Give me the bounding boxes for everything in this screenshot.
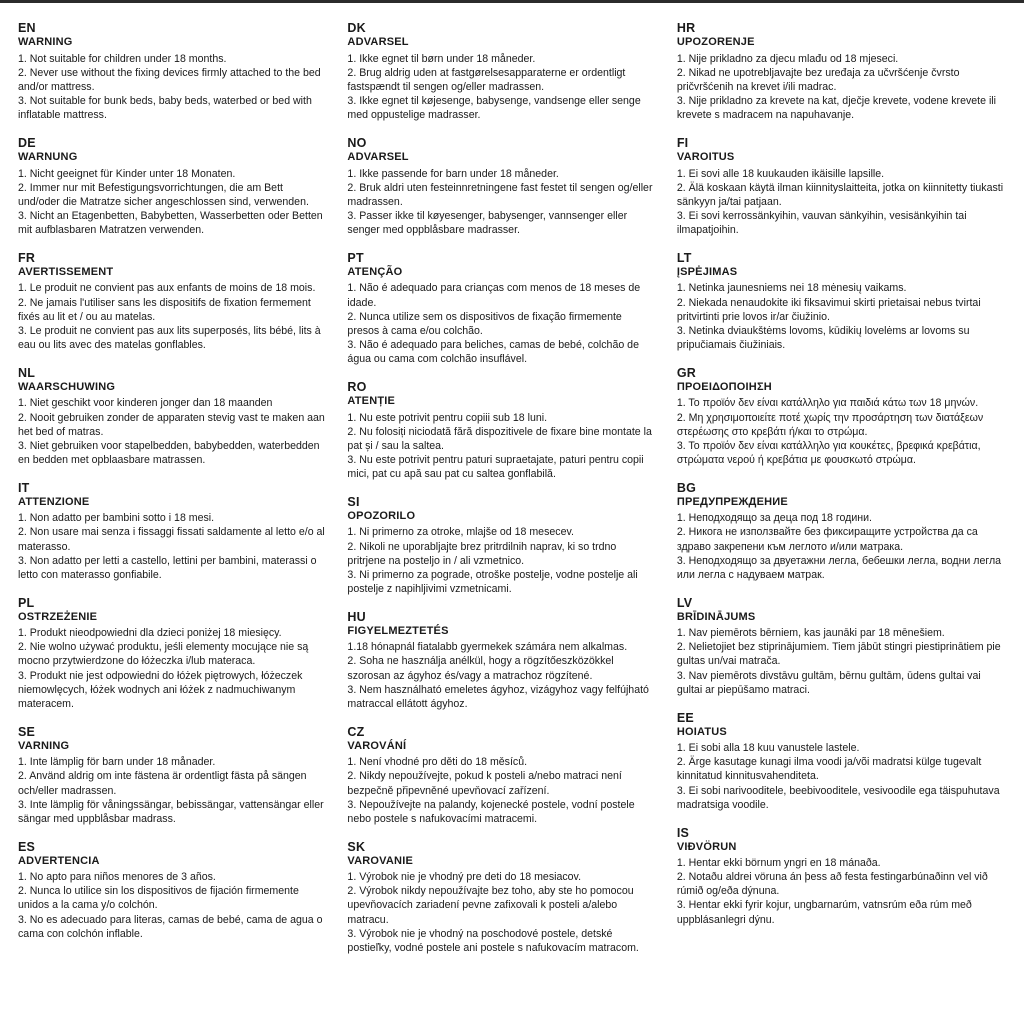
warning-item: 2. Immer nur mit Befestigungsvorrichtungen, die am Bett und/oder die Matratze sicher angeschlossen sind, verwenden. <box>18 181 309 208</box>
column-2 <box>347 21 676 969</box>
language-block-pl <box>18 596 325 711</box>
warning-item: 3. Nav piemērots divstāvu gultām, bērnu gultām, ūdens gultai vai gultai ar piepūšamo matraci. <box>676 669 981 696</box>
warning-item: 1. Netinka jaunesniems nei 18 mėnesių vaikams. <box>676 282 907 295</box>
warning-heading: ATTENZIONE <box>18 496 90 509</box>
warning-item: 1. Το προϊόν δεν είναι κατάλληλο για παιδιά κάτω των 18 μηνών. <box>676 397 979 410</box>
warning-items <box>18 626 325 710</box>
language-code: HR <box>676 21 696 35</box>
warning-item: 2. Μη χρησιμοποιείτε ποτέ χωρίς την προσάρτηση των διατάξεων στερέωσης στο κρεβάτι ή/και το στρώμα. <box>676 411 984 438</box>
warning-item: 3. Inte lämplig för våningssängar, bebissängar, vattensängar eller sängar med uppblåsbar madrass. <box>18 798 324 825</box>
language-code: HU <box>347 609 366 624</box>
language-block-it <box>18 481 325 582</box>
warning-item: 3. Hentar ekki fyrir kojur, ungbarnarúm, vatnsrúm eða rúm með uppblásanlegri dýnu. <box>676 899 972 926</box>
warning-items <box>18 511 325 581</box>
warning-item: 2. Nie wolno używać produktu, jeśli elementy mocujące nie są mocno przytwierdzone do łóżeczka i/lub materaca. <box>18 641 309 668</box>
warning-item: 3. Výrobok nie je vhodný na poschodové postele, detské postieľky, vodné postele ani postele s nafukovacím matracom. <box>347 927 639 954</box>
language-block-sk <box>347 840 654 955</box>
warning-heading: BRĪDINĀJUMS <box>676 611 756 624</box>
warning-heading: ATENÇÃO <box>347 266 403 279</box>
language-code: EE <box>676 710 694 725</box>
warning-item: 2. Nelietojiet bez stiprinājumiem. Tiem jābūt stingri piestiprinātiem pie gultas un/vai matrača. <box>676 641 1001 668</box>
language-code: SE <box>18 724 36 739</box>
warning-item: 1.18 hónapnál fiatalabb gyermekek számára nem alkalmas. <box>347 641 628 654</box>
warning-heading: WARNING <box>18 36 73 49</box>
language-code: BG <box>676 480 696 495</box>
warning-heading: ADVARSEL <box>347 36 409 49</box>
language-columns <box>18 21 1006 1014</box>
warning-item: 2. Brug aldrig uden at fastgørelsesapparaterne er ordentligt fastspændt til sengen og/eller madrassen. <box>347 66 626 93</box>
language-code: LV <box>676 595 693 610</box>
warning-item: 1. Produkt nieodpowiedni dla dzieci poniżej 18 miesięcy. <box>18 627 282 640</box>
warning-heading: WARNUNG <box>18 151 78 164</box>
warning-item: 1. Nicht geeignet für Kinder unter 18 Monaten. <box>18 167 236 180</box>
warning-item: 3. Não é adequado para beliches, camas de bebé, colchão de água ou cama com colchão insuflável. <box>347 338 639 365</box>
warning-item: 3. Ni primerno za pograde, otroške postelje, vodne postelje ali postelje z napihljivimi vzmetnicami. <box>347 568 638 595</box>
warning-items <box>677 626 1006 696</box>
language-block-lt <box>677 251 1006 352</box>
warning-item: 1. Not suitable for children under 18 months. <box>18 52 227 65</box>
language-code: DK <box>347 21 366 35</box>
warning-items <box>347 52 654 122</box>
warning-item: 2. Niekada nenaudokite iki fiksavimui skirti prietaisai nebus tvirtai pritvirtinti prie lovos ir/ar čiužinio. <box>676 296 981 323</box>
warning-item: 2. Nikoli ne uporabljajte brez pritrdilnih naprav, ki so trdno pritrjene na posteljo in / ali vzmetnico. <box>347 540 617 567</box>
language-code: IS <box>676 825 690 840</box>
language-block-gr <box>677 366 1006 467</box>
warning-item: 2. Nikad ne upotrebljavajte bez uređaja za učvršćenje čvrsto pričvršćenih na krevet i/ili madrac. <box>676 66 960 93</box>
warning-items <box>677 511 1006 581</box>
language-code: GR <box>676 365 696 380</box>
warning-item: 1. Ei sovi alle 18 kuukauden ikäisille lapsille. <box>676 167 885 180</box>
language-code: NL <box>18 365 36 380</box>
warning-items <box>18 396 325 466</box>
language-code: DE <box>18 135 36 150</box>
warning-items <box>347 167 654 237</box>
warning-item: 3. Nu este potrivit pentru paturi supraetajate, paturi pentru copii mici, pat cu apă sau pat cu saltea gonflabilă. <box>347 453 644 480</box>
warning-item: 2. Ne jamais l'utiliser sans les dispositifs de fixation fermement fixés au lit et / ou au matelas. <box>18 296 311 323</box>
language-block-en <box>18 21 325 122</box>
warning-item: 2. Soha ne használja anélkül, hogy a rögzítőeszközökkel szorosan az ágyhoz és/vagy a matrachoz rögzítené. <box>347 655 614 682</box>
warning-item: 1. Le produit ne convient pas aux enfants de moins de 18 mois. <box>18 282 316 295</box>
warning-item: 1. No apto para niños menores de 3 años. <box>18 871 216 884</box>
warning-heading: ADVERTENCIA <box>18 855 100 868</box>
warning-items <box>18 281 325 351</box>
language-block-es <box>18 840 325 941</box>
warning-item: 1. Hentar ekki börnum yngri en 18 mánaða. <box>676 857 881 870</box>
language-block-dk <box>347 21 654 122</box>
warning-item: 2. Älä koskaan käytä ilman kiinnityslaitteita, jotka on kiinnitetty tiukasti sänkyyn ja/tai patjaan. <box>676 181 1004 208</box>
language-code: FI <box>676 135 689 150</box>
warning-item: 1. Inte lämplig för barn under 18 månader. <box>18 756 216 769</box>
language-block-ee <box>677 711 1006 812</box>
language-block-nl <box>18 366 325 467</box>
warning-heading: ATENȚIE <box>347 395 396 408</box>
language-code: SI <box>347 494 360 509</box>
warning-item: 3. Niet gebruiken voor stapelbedden, babybedden, waterbedden en bedden met opblaasbare matrassen. <box>18 439 320 466</box>
warning-heading: VAROVANIE <box>347 855 413 868</box>
warning-items <box>347 640 654 710</box>
warning-item: 2. Nunca utilize sem os dispositivos de fixação firmemente presos à cama e/ou colchão. <box>347 310 622 337</box>
warning-items <box>347 525 654 595</box>
warning-items <box>677 281 1006 351</box>
warning-heading: WAARSCHUWING <box>18 381 116 394</box>
warning-heading: ĮSPĖJIMAS <box>676 266 738 279</box>
warning-item: 3. Το προϊόν δεν είναι κατάλληλο για κουκέτες, βρεφικά κρεβάτια, στρώματα νερού ή κρεβάτια με φουσκωτό στρώμα. <box>676 439 981 466</box>
warning-heading: ПРЕДУПРЕЖДЕНИЕ <box>676 496 788 509</box>
warning-item: 2. Nikdy nepoužívejte, pokud k posteli a/nebo matraci není bezpečně připevněné upevňovací zařízení. <box>347 770 622 797</box>
warning-item: 1. Nije prikladno za djecu mlađu od 18 mjeseci. <box>676 52 899 65</box>
warning-item: 1. Ikke passende for barn under 18 måneder. <box>347 167 559 180</box>
warning-items <box>677 396 1006 466</box>
warning-heading: VARNING <box>18 740 70 753</box>
warning-item: 1. Ni primerno za otroke, mlajše od 18 mesecev. <box>347 526 574 539</box>
warning-item: 1. Неподходящо за деца под 18 години. <box>676 512 872 525</box>
language-code: LT <box>676 250 692 265</box>
language-block-se <box>18 725 325 826</box>
warning-item: 3. Non adatto per letti a castello, lettini per bambini, materassi o letto con materasso gonfiabile. <box>18 554 317 581</box>
warning-item: 3. Nepoužívejte na palandy, kojenecké postele, vodní postele nebo postele s nafukovacími matracemi. <box>347 798 635 825</box>
language-block-pt <box>347 251 654 366</box>
warning-item: 2. Notaðu aldrei vöruna án þess að festa festingarbúnaðinn vel við rúmið og/eða dýnuna. <box>676 871 988 898</box>
warning-item: 1. Výrobok nie je vhodný pre deti do 18 mesiacov. <box>347 871 582 884</box>
warning-item: 3. Неподходящо за двуетажни легла, бебешки легла, водни легла или легла с надуваем матрак. <box>676 554 1002 581</box>
warning-item: 3. Nicht an Etagenbetten, Babybetten, Wasserbetten oder Betten mit aufblasbaren Matratzen verwenden. <box>18 209 323 236</box>
language-code: CZ <box>347 724 365 739</box>
warning-items <box>677 167 1006 237</box>
warning-item: 3. Not suitable for bunk beds, baby beds, waterbed or bed with inflatable mattress. <box>18 94 312 121</box>
warning-heading: OSTRZEŻENIE <box>18 611 98 624</box>
language-block-fi <box>677 136 1006 237</box>
warning-item: 2. Výrobok nikdy nepoužívajte bez toho, aby ste ho pomocou upevňovacích zariadení pevne zafixovali k posteli a/alebo matracu. <box>347 885 634 926</box>
warning-item: 2. Non usare mai senza i fissaggi fissati saldamente al letto e/o al materasso. <box>18 526 325 553</box>
warning-item: 1. Non adatto per bambini sotto i 18 mesi. <box>18 512 215 525</box>
warning-item: 2. Never use without the fixing devices firmly attached to the bed and/or mattress. <box>18 66 321 93</box>
language-code: IT <box>18 480 30 495</box>
warning-item: 1. Nu este potrivit pentru copiii sub 18 luni. <box>347 411 548 424</box>
warning-item: 1. Nav piemērots bērniem, kas jaunāki par 18 mēnešiem. <box>676 627 945 640</box>
warning-item: 3. Nije prikladno za krevete na kat, dječje krevete, vodene krevete ili krevete s madracem na napuhavanje. <box>676 94 997 121</box>
warning-heading: OPOZORILO <box>347 510 416 523</box>
warning-item: 2. Nunca lo utilice sin los dispositivos de fijación firmemente unidos a la cama y/o colchón. <box>18 885 299 912</box>
language-code: RO <box>347 379 367 394</box>
warning-item: 2. Ärge kasutage kunagi ilma voodi ja/või madratsi külge tugevalt kinnitatud kinnitusvahenditeta. <box>676 756 982 783</box>
language-code: EN <box>18 21 36 35</box>
language-block-cz <box>347 725 654 826</box>
warning-item: 1. Niet geschikt voor kinderen jonger dan 18 maanden <box>18 397 273 410</box>
warning-item: 3. Netinka dviaukštėms lovoms, kūdikių lovelėms ar lovoms su pripučiamais čiužiniais. <box>676 324 970 351</box>
warning-items <box>677 741 1006 811</box>
warning-heading: VAROITUS <box>676 151 735 164</box>
language-block-fr <box>18 251 325 352</box>
warning-items <box>347 870 654 954</box>
language-code: NO <box>347 135 367 150</box>
column-1 <box>18 21 347 955</box>
language-block-no <box>347 136 654 237</box>
language-code: PL <box>18 595 35 610</box>
warning-heading: ADVARSEL <box>347 151 409 164</box>
warning-items <box>677 52 1006 122</box>
warning-item: 3. Produkt nie jest odpowiedni do łóżek piętrowych, łóżeczek niemowlęcych, łóżek wodnych ani łóżek z nadmuchiwanym materacem. <box>18 669 303 710</box>
warning-heading: VIÐVÖRUN <box>676 841 737 854</box>
warning-item: 3. Nem használható emeletes ágyhoz, vizágyhoz vagy felfújható matraccal ellátott ágyhoz. <box>347 683 649 710</box>
language-block-hr <box>677 21 1006 122</box>
warning-item: 3. Le produit ne convient pas aux lits superposés, lits bébé, lits à eau ou lits avec des matelas gonflables. <box>18 324 321 351</box>
warning-heading: FIGYELMEZTETÉS <box>347 625 449 638</box>
warning-items <box>677 856 1006 926</box>
language-block-ro <box>347 380 654 481</box>
warning-heading: HOIATUS <box>676 726 727 739</box>
language-block-si <box>347 495 654 596</box>
warning-items <box>18 167 325 237</box>
warning-item: 2. Bruk aldri uten festeinnretningene fast festet til sengen og/eller madrassen. <box>347 181 653 208</box>
warning-heading: ΠΡΟΕΙΔΟΠΟΙΗΣΗ <box>676 381 772 394</box>
warning-item: 3. Passer ikke til køyesenger, babysenger, vannsenger eller senger med oppblåsbare madrasser. <box>347 209 628 236</box>
warning-items <box>347 755 654 825</box>
language-block-is <box>677 826 1006 927</box>
language-block-bg <box>677 481 1006 582</box>
language-code: SK <box>347 839 366 854</box>
language-block-de <box>18 136 325 237</box>
warning-item: 1. Ei sobi alla 18 kuu vanustele lastele. <box>676 742 860 755</box>
warning-item: 2. Nu folosiți niciodată fără dispozitivele de fixare bine montate la pat și / sau la saltea. <box>347 425 652 452</box>
language-block-hu <box>347 610 654 711</box>
warning-item: 3. No es adecuado para literas, camas de bebé, cama de agua o cama con colchón inflable. <box>18 913 323 940</box>
warning-heading: AVERTISSEMENT <box>18 266 114 279</box>
warning-item: 3. Ei sobi narivooditele, beebivooditele, vesivoodile ega täispuhutava madratsiga voodile. <box>676 784 1000 811</box>
warning-items <box>18 870 325 940</box>
warning-item: 2. Никога не използвайте без фиксиращите устройства да са здраво закрепени към леглото и/или матрака. <box>676 526 978 553</box>
warning-item: 1. Não é adequado para crianças com menos de 18 meses de idade. <box>347 282 641 309</box>
language-code: PT <box>347 250 364 265</box>
warning-items <box>347 281 654 365</box>
warning-item: 2. Använd aldrig om inte fästena är ordentligt fästa på sängen och/eller madrassen. <box>18 770 307 797</box>
language-code: FR <box>18 250 36 265</box>
warning-items <box>347 411 654 481</box>
warning-item: 1. Ikke egnet til børn under 18 måneder. <box>347 52 536 65</box>
warning-item: 1. Není vhodné pro děti do 18 měsíců. <box>347 756 528 769</box>
warning-heading: VAROVÁNÍ <box>347 740 407 753</box>
language-code: ES <box>18 839 36 854</box>
warning-item: 2. Nooit gebruiken zonder de apparaten stevig vast te maken aan het bed of matras. <box>18 411 325 438</box>
warning-item: 3. Ikke egnet til køjesenge, babysenge, vandsenge eller senge med oppustelige madrasser. <box>347 94 641 121</box>
column-3 <box>677 21 1006 941</box>
warning-item: 3. Ei sovi kerrossänkyihin, vauvan sänkyihin, vesisänkyihin tai ilmapatjoihin. <box>676 209 967 236</box>
warning-items <box>18 52 325 122</box>
warning-heading: UPOZORENJE <box>676 36 755 49</box>
language-block-lv <box>677 596 1006 697</box>
warning-items <box>18 755 325 825</box>
